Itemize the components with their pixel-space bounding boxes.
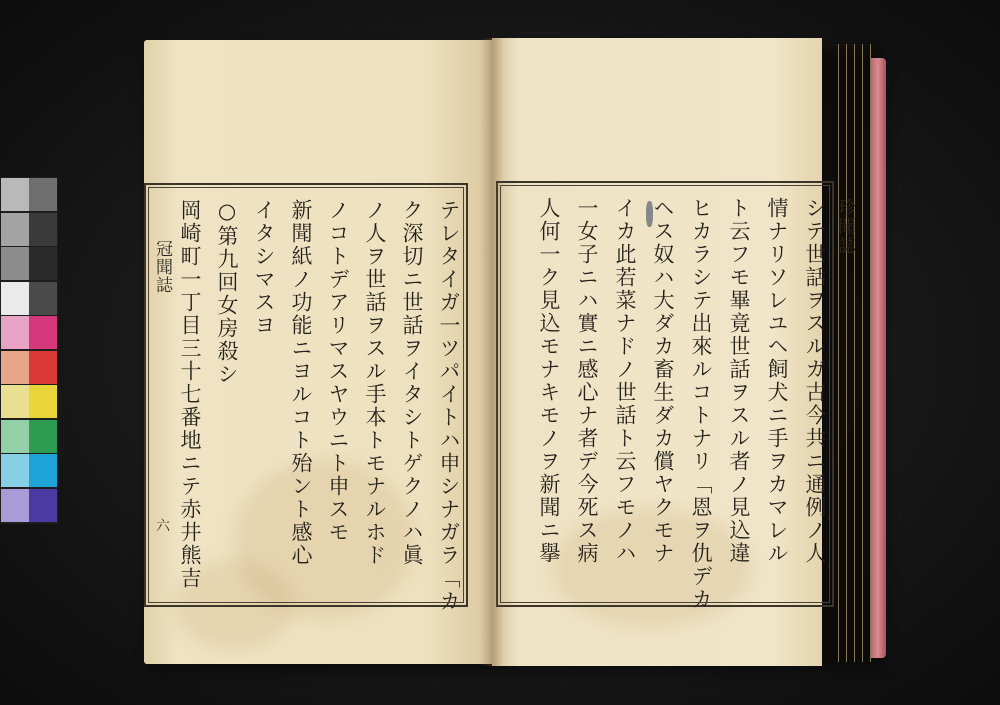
checker-swatch [1, 282, 29, 315]
open-book [140, 38, 888, 668]
text-column: 情ナリソレユヘ飼犬ニ手ヲカマレル [765, 197, 789, 565]
right-header: 珍聞誌 [835, 198, 856, 255]
text-column: 新聞紙ノ功能ニヨルコト殆ント感心 [289, 199, 313, 567]
checker-swatch [29, 420, 57, 453]
checker-swatch [29, 213, 57, 246]
checker-swatch [1, 178, 29, 211]
checker-swatch [1, 420, 29, 453]
text-column: 岡崎町一丁目三十七番地ニテ赤井熊吉 [178, 199, 202, 590]
ink-blot [646, 201, 653, 227]
text-column: ノ人ヲ世話ヲスル手本トモナルホド [363, 199, 387, 567]
book-cover-edge [870, 58, 886, 658]
checker-swatch [1, 247, 29, 280]
text-column: テレタイガ一ツパイトハ申シナガラ「カ [437, 199, 461, 613]
checker-swatch [1, 213, 29, 246]
right-page [492, 38, 827, 666]
checker-swatch [29, 178, 57, 211]
checker-swatch [29, 454, 57, 487]
left-text-frame [144, 183, 468, 613]
right-text-frame [496, 181, 834, 611]
page-number: 六 [154, 518, 170, 532]
text-column: ト云フモ畢竟世話ヲスル者ノ見込違 [727, 197, 751, 565]
text-column: ○第九回女房殺シ [215, 199, 239, 386]
text-column: 一女子ニハ實ニ感心ナ者デ今死ス病 [575, 197, 599, 565]
text-column: シテ世話ヲスルガ古今共ニ通例ノ人 [803, 197, 827, 565]
checker-swatch [1, 316, 29, 349]
checker-swatch [29, 316, 57, 349]
book-gutter [480, 38, 504, 666]
checker-swatch [29, 385, 57, 418]
checker-swatch [1, 454, 29, 487]
left-page [144, 40, 496, 664]
text-column: ヒカラシテ出來ルコトナリ「恩ヲ仇デカ [689, 197, 713, 611]
checker-swatch [29, 489, 57, 522]
left-header: 冠聞誌 [152, 240, 172, 294]
checker-swatch [29, 282, 57, 315]
checker-swatch [1, 489, 29, 522]
text-column: イカ此若菜ナドノ世話ト云フモノハ [613, 197, 637, 565]
text-column: ヘス奴ハ大ダカ畜生ダカ償ヤクモナ [651, 197, 675, 565]
checker-swatch [29, 247, 57, 280]
checker-swatch [1, 385, 29, 418]
color-checker [0, 177, 58, 524]
text-column: ノコトデアリマスヤウニト申スモ [326, 199, 350, 544]
text-column: 人何一ク見込モナキモノヲ新聞ニ擧 [537, 197, 561, 565]
checker-swatch [1, 351, 29, 384]
text-column: ク深切ニ世話ヲイタシトゲクノハ眞 [400, 199, 424, 567]
checker-swatch [29, 351, 57, 384]
text-column: イタシマスヨ [252, 199, 276, 337]
